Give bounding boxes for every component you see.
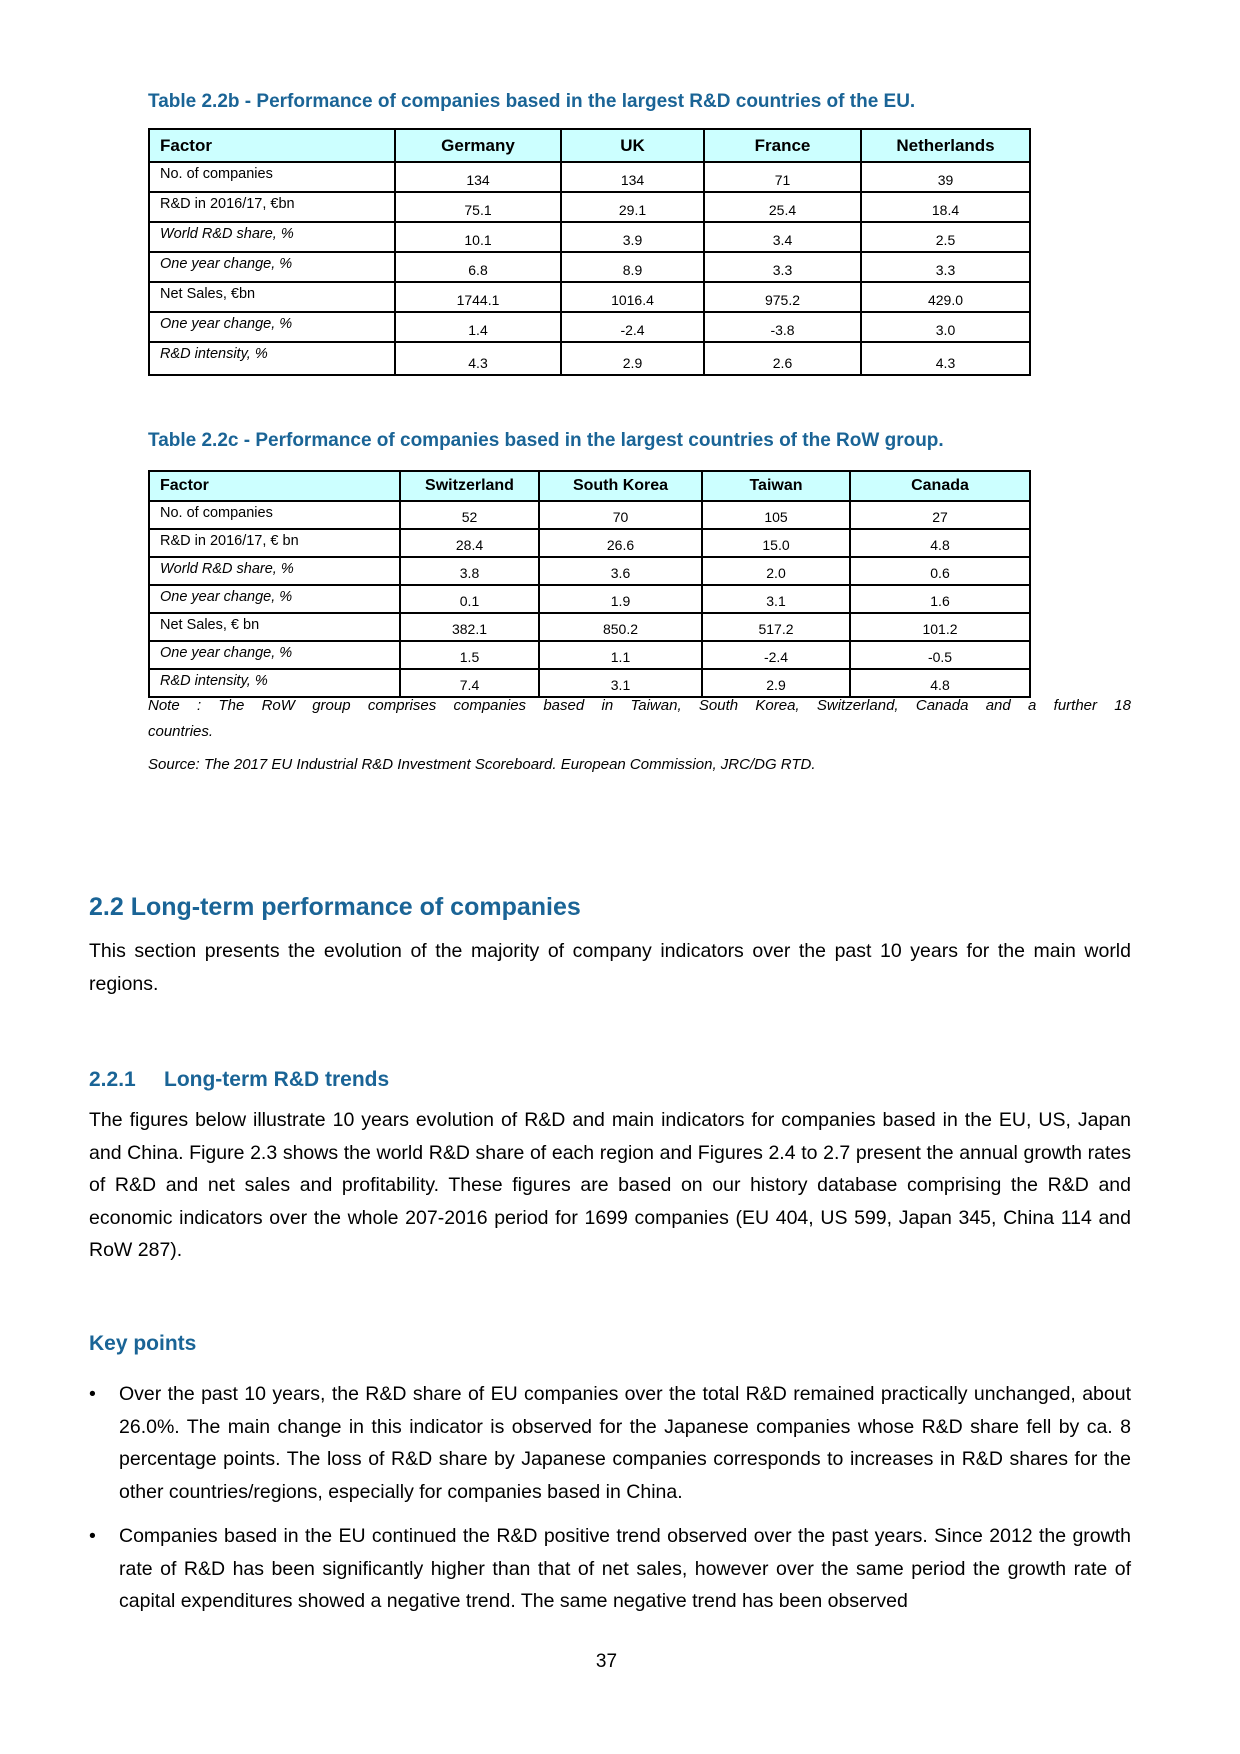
table-cell: 39 [861,162,1030,192]
table-row [149,613,1030,641]
table-cell: 27 [850,501,1030,529]
table-cell: 3.1 [702,585,850,613]
table-row [149,312,1030,342]
table-cell: 8.9 [561,252,704,282]
table-cell: 4.3 [861,342,1030,375]
page-number: 37 [595,1651,618,1672]
column-header: Switzerland [400,471,539,501]
table-2-2c-caption: Table 2.2c - Performance of companies based in the largest countries of the RoW group. [148,430,944,451]
table-2-2c [148,470,1031,698]
table-cell: 0.1 [400,585,539,613]
table-cell: 1.4 [395,312,561,342]
row-factor: One year change, % [149,641,400,669]
row-factor: World R&D share, % [149,557,400,585]
table-cell: 134 [561,162,704,192]
table-cell: 101.2 [850,613,1030,641]
table-cell: 429.0 [861,282,1030,312]
table-cell: 1016.4 [561,282,704,312]
table-cell: 105 [702,501,850,529]
table-cell: 0.6 [850,557,1030,585]
table-cell: 18.4 [861,192,1030,222]
table-cell: -2.4 [702,641,850,669]
list-item [89,1378,1131,1508]
column-header: Canada [850,471,1030,501]
table-cell: 29.1 [561,192,704,222]
table-cell: 3.6 [539,557,702,585]
bullet-icon: • [89,1525,96,1547]
table-cell: 382.1 [400,613,539,641]
row-factor: No. of companies [149,501,400,529]
row-factor: World R&D share, % [149,222,395,252]
table-cell: 2.9 [561,342,704,375]
column-header: UK [561,129,704,162]
table-cell: 850.2 [539,613,702,641]
table-cell: 3.3 [861,252,1030,282]
row-factor: R&D in 2016/17, €bn [149,192,395,222]
column-header: Germany [395,129,561,162]
table-header-row [149,129,1030,162]
table-cell: 1.5 [400,641,539,669]
table-cell: 1.6 [850,585,1030,613]
table-row [149,222,1030,252]
table-cell: 4.3 [395,342,561,375]
table-cell: 2.6 [704,342,861,375]
row-factor: R&D intensity, % [149,669,400,697]
table-cell: 71 [704,162,861,192]
bullet-icon: • [89,1383,96,1405]
row-factor: R&D intensity, % [149,342,395,375]
row-factor: No. of companies [149,162,395,192]
column-header: Factor [149,471,400,501]
table-cell: 3.3 [704,252,861,282]
subsection-heading [89,1068,389,1092]
list-item-text: Companies based in the EU continued the R&D positive trend observed over the past years. Since 2012 the growth rate of R&D has been significantly higher than that of net sales, however over the same period the growth rate of capital expenditures showed a negative trend. The same negative trend has been observed [119,1525,1131,1612]
table-cell: 3.8 [400,557,539,585]
table-row [149,501,1030,529]
column-header: France [704,129,861,162]
table-note-continued: countries. [148,723,214,740]
table-cell: 2.9 [702,669,850,697]
table-header-row [149,471,1030,501]
table-cell: 52 [400,501,539,529]
column-header: South Korea [539,471,702,501]
table-row [149,529,1030,557]
table-row [149,192,1030,222]
row-factor: One year change, % [149,252,395,282]
row-factor: Net Sales, € bn [149,613,400,641]
table-row [149,252,1030,282]
row-factor: One year change, % [149,585,400,613]
column-header: Netherlands [861,129,1030,162]
table-row [149,282,1030,312]
table-cell: 70 [539,501,702,529]
key-points-list [89,1378,1131,1630]
table-cell: 134 [395,162,561,192]
column-header: Factor [149,129,395,162]
table-cell: 3.0 [861,312,1030,342]
subsection-number: 2.2.1 [89,1068,136,1091]
table-2-2b-caption: Table 2.2b - Performance of companies based in the largest R&D countries of the EU. [148,91,916,112]
table-cell: 10.1 [395,222,561,252]
table-cell: 2.0 [702,557,850,585]
list-item-text: Over the past 10 years, the R&D share of EU companies over the total R&D remained practically unchanged, about 26.0%. The main change in this indicator is observed for the Japanese companies whose R&D share fell by ca. 8 percentage points. The loss of R&D share by Japanese companies corresponds to increases in R&D shares for the other countries/regions, especially for companies based in China. [119,1383,1131,1503]
row-factor: Net Sales, €bn [149,282,395,312]
table-cell: 28.4 [400,529,539,557]
table-cell: -2.4 [561,312,704,342]
subsection-body: The figures below illustrate 10 years evolution of R&D and main indicators for companies based in the EU, US, Japan and China. Figure 2.3 shows the world R&D share of each region and Figures 2.4 to 2.7 present the annual growth rates of R&D and net sales and profitability. These figures are based on our history database comprising the R&D and economic indicators over the whole 207-2016 period for 1699 companies (EU 404, US 599, Japan 345, China 114 and RoW 287). [89,1109,1131,1261]
row-factor: One year change, % [149,312,395,342]
table-cell: 1.9 [539,585,702,613]
list-item [89,1520,1131,1618]
subsection-title: Long-term R&D trends [164,1068,390,1091]
column-header: Taiwan [702,471,850,501]
table-cell: 3.4 [704,222,861,252]
table-source: Source: The 2017 EU Industrial R&D Investment Scoreboard. European Commission, JRC/DG RTD. [148,756,816,773]
table-cell: 25.4 [704,192,861,222]
table-cell: 3.1 [539,669,702,697]
table-note: Note : The RoW group comprises companies based in Taiwan, South Korea, Switzerland, Canada and a further 18 [148,697,1131,714]
table-cell: 7.4 [400,669,539,697]
table-row [149,557,1030,585]
table-cell: 4.8 [850,669,1030,697]
table-cell: 517.2 [702,613,850,641]
section-heading: 2.2 Long-term performance of companies [89,893,581,921]
table-cell: 26.6 [539,529,702,557]
table-cell: 6.8 [395,252,561,282]
table-cell: 2.5 [861,222,1030,252]
table-cell: 1744.1 [395,282,561,312]
table-row [149,162,1030,192]
table-cell: -3.8 [704,312,861,342]
table-cell: 975.2 [704,282,861,312]
section-intro: This section presents the evolution of the majority of company indicators over the past 10 years for the main world regions. [89,940,1131,995]
table-cell: 75.1 [395,192,561,222]
table-cell: 3.9 [561,222,704,252]
table-cell: 4.8 [850,529,1030,557]
table-cell: -0.5 [850,641,1030,669]
table-row [149,342,1030,375]
table-row [149,585,1030,613]
table-cell: 15.0 [702,529,850,557]
key-points-heading: Key points [89,1332,197,1355]
table-2-2b [148,128,1031,376]
row-factor: R&D in 2016/17, € bn [149,529,400,557]
table-cell: 1.1 [539,641,702,669]
table-row [149,641,1030,669]
